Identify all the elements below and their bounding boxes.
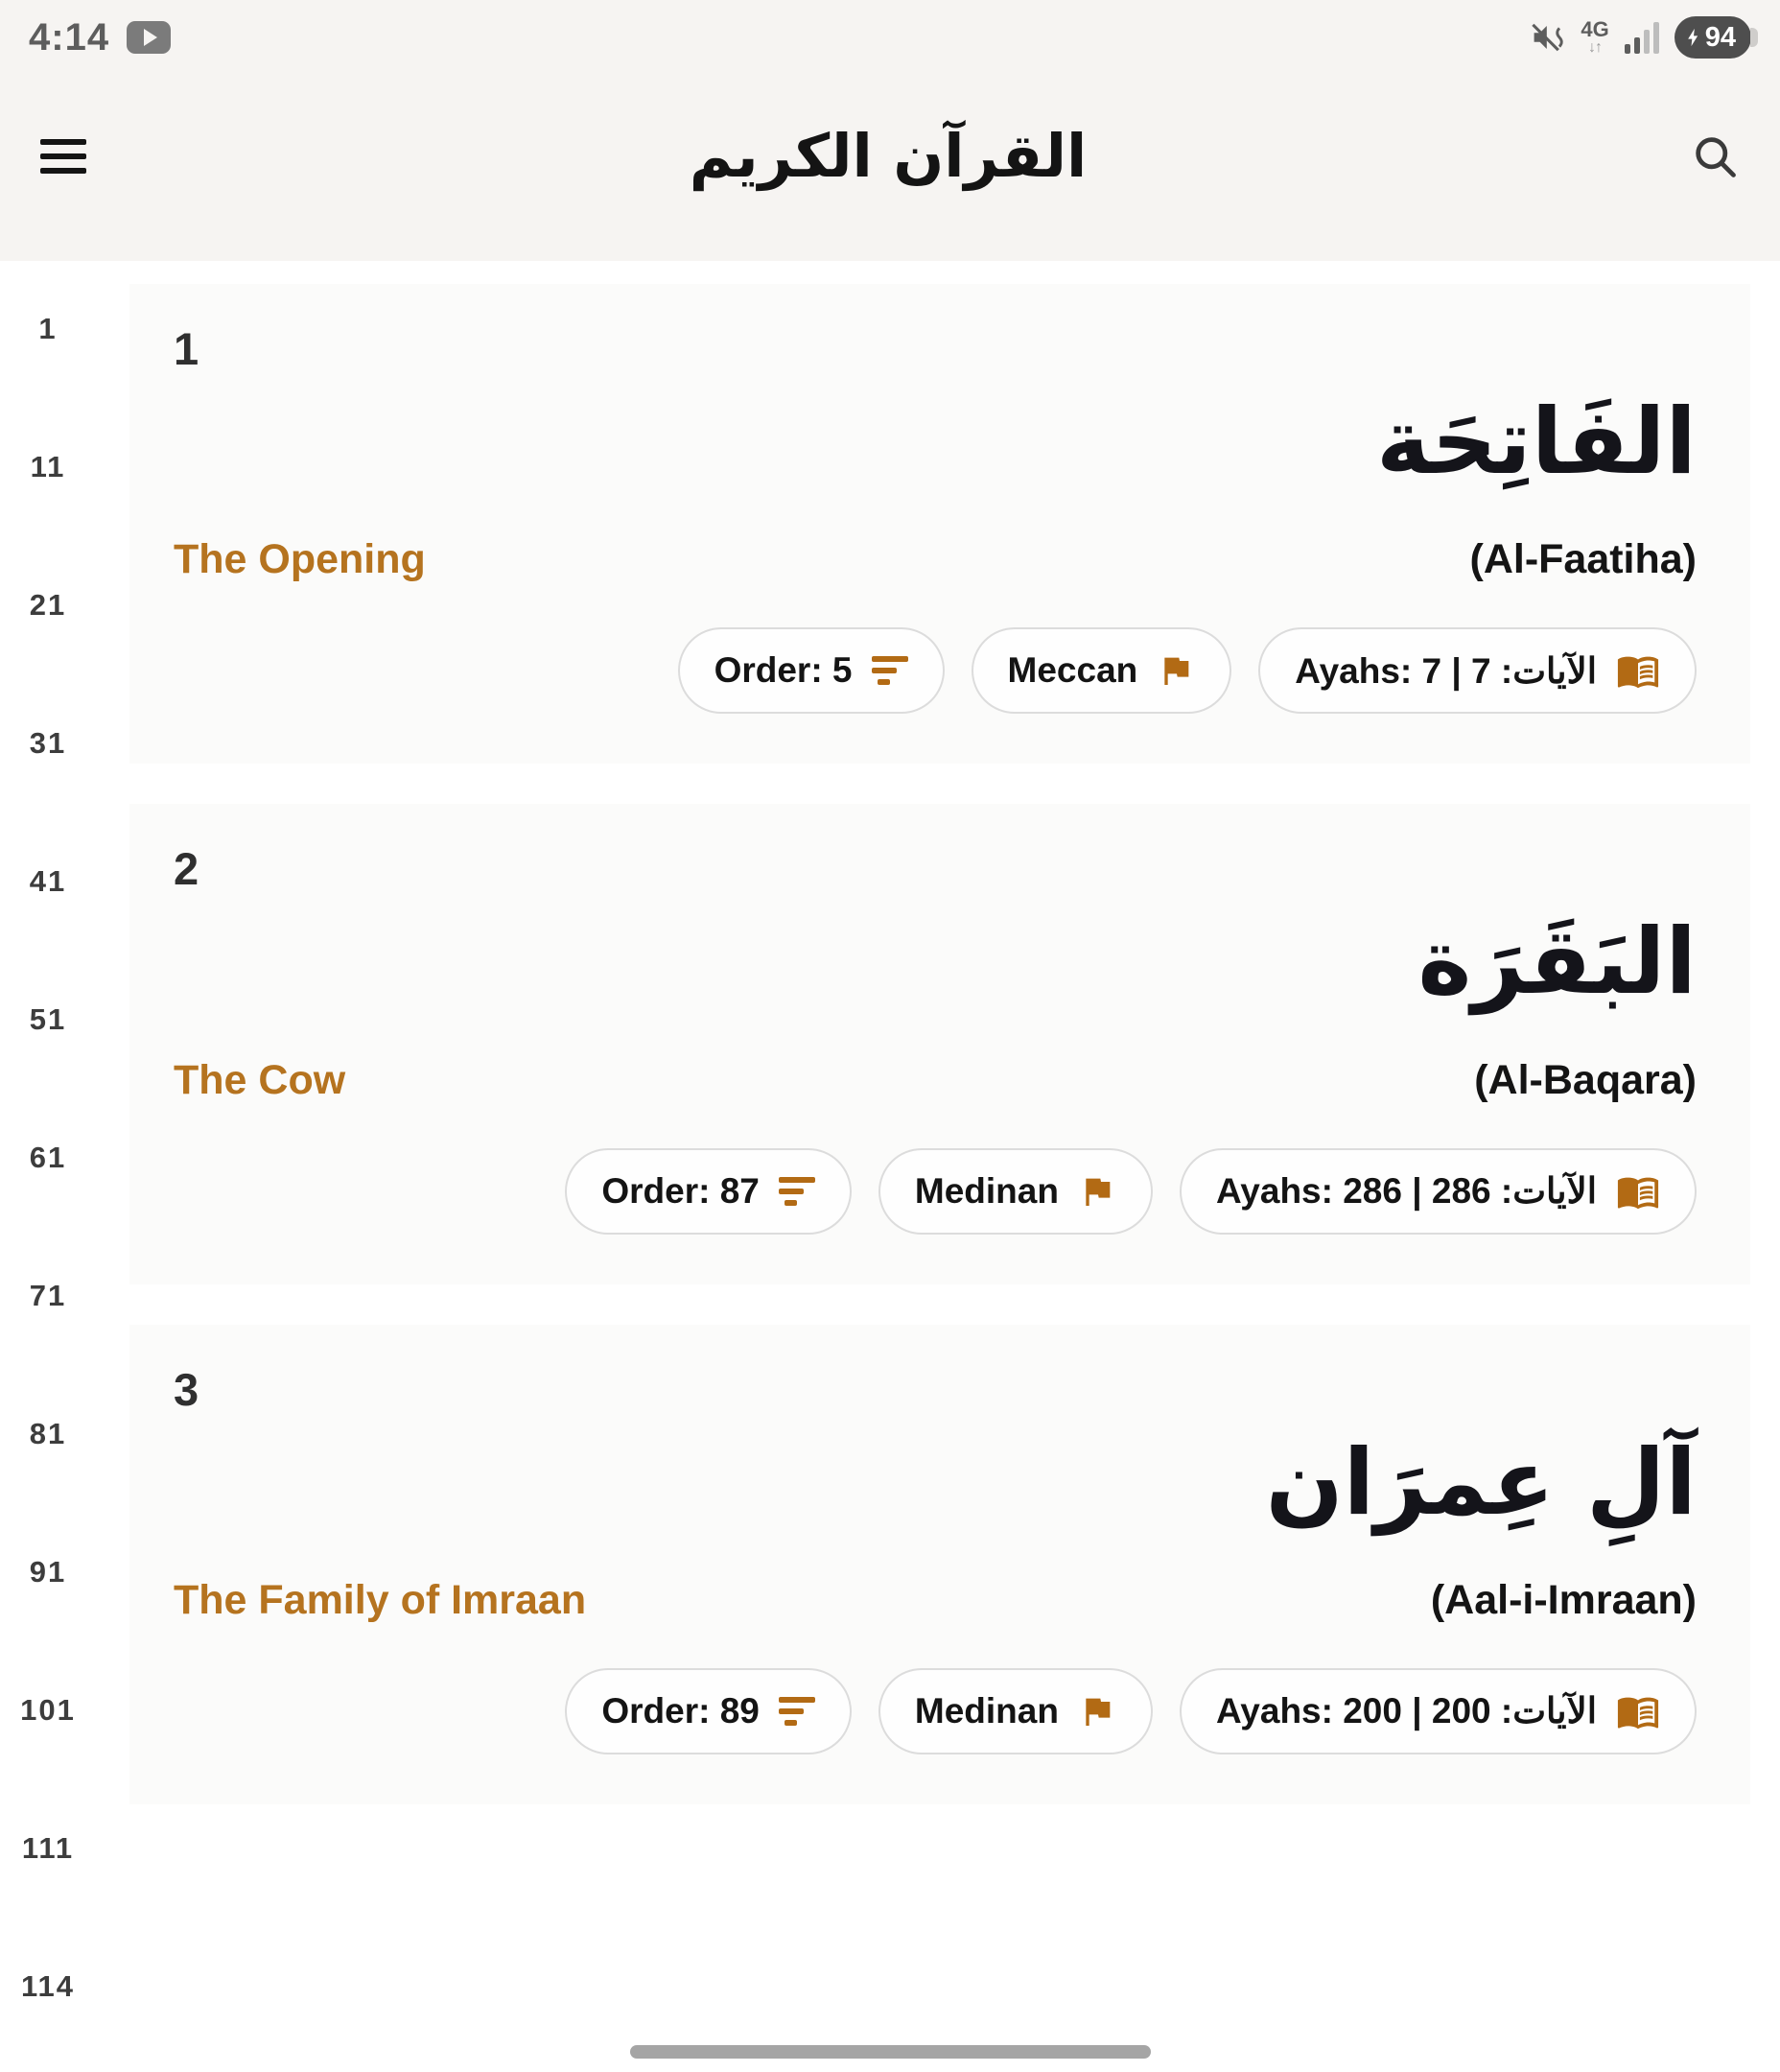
flag-icon bbox=[1078, 1692, 1116, 1731]
search-icon[interactable] bbox=[1690, 131, 1740, 181]
index-jump-111[interactable]: 111 bbox=[21, 1831, 75, 1865]
surah-number: 1 bbox=[174, 323, 199, 374]
battery-percent: 94 bbox=[1704, 21, 1736, 53]
index-jump-114[interactable]: 114 bbox=[20, 1969, 75, 2003]
app-header bbox=[0, 84, 1780, 228]
index-jump-81[interactable]: 81 bbox=[29, 1417, 67, 1450]
youtube-notification-icon bbox=[127, 21, 171, 54]
network-type-indicator: 4G ↓↑ bbox=[1581, 17, 1609, 56]
surah-arabic-name: البَقَرَة bbox=[1417, 909, 1697, 1016]
order-chip[interactable] bbox=[565, 1148, 852, 1235]
surah-arabic-name: آلِ عِمرَان bbox=[1265, 1429, 1697, 1536]
revelation-place-label: Medinan bbox=[914, 1170, 1059, 1211]
vibrate-mute-icon bbox=[1531, 22, 1565, 53]
ayahs-chip[interactable] bbox=[1180, 1668, 1697, 1754]
surah-transliteration: (Al-Faatiha) bbox=[1469, 536, 1697, 583]
surah-card-3[interactable] bbox=[129, 1325, 1750, 1804]
revelation-place-chip[interactable] bbox=[878, 1668, 1153, 1754]
surah-english-name: The Cow bbox=[174, 1056, 346, 1103]
menu-icon[interactable] bbox=[40, 139, 86, 174]
sort-icon bbox=[779, 1697, 815, 1726]
order-chip[interactable] bbox=[678, 627, 945, 714]
data-arrows-icon: ↓↑ bbox=[1588, 39, 1603, 56]
surah-english-name: The Family of Imraan bbox=[174, 1576, 587, 1623]
surah-arabic-name: الفَاتِحَة bbox=[1375, 389, 1697, 495]
index-jump-71[interactable]: 71 bbox=[29, 1279, 67, 1312]
revelation-place-chip[interactable] bbox=[972, 627, 1232, 714]
order-chip-label: Order: 5 bbox=[714, 650, 853, 691]
open-book-icon bbox=[1616, 648, 1660, 693]
index-scrubber-rail bbox=[0, 261, 96, 2072]
surah-meta-chips bbox=[174, 1668, 1697, 1754]
ayahs-chip-label: Ayahs: 286 | 286 :الآيات bbox=[1215, 1171, 1597, 1211]
order-chip-label: Order: 89 bbox=[601, 1690, 760, 1731]
order-chip[interactable] bbox=[565, 1668, 852, 1754]
index-jump-11[interactable]: 11 bbox=[30, 450, 66, 483]
index-jump-41[interactable]: 41 bbox=[29, 864, 67, 898]
status-bar bbox=[0, 0, 1780, 59]
revelation-place-label: Medinan bbox=[914, 1690, 1059, 1731]
surah-card-2[interactable] bbox=[129, 804, 1750, 1283]
revelation-place-label: Meccan bbox=[1007, 650, 1138, 691]
surah-list-screen bbox=[0, 261, 1780, 2072]
clock: 4:14 bbox=[29, 15, 110, 59]
flag-icon bbox=[1157, 651, 1195, 690]
sort-icon bbox=[872, 656, 908, 685]
ayahs-chip-label: Ayahs: 7 | 7 :الآيات bbox=[1295, 650, 1597, 691]
open-book-icon bbox=[1616, 1169, 1660, 1213]
top-bar bbox=[0, 0, 1780, 261]
signal-strength-icon bbox=[1625, 21, 1659, 54]
index-jump-51[interactable]: 51 bbox=[29, 1002, 67, 1036]
surah-transliteration: (Al-Baqara) bbox=[1474, 1056, 1697, 1103]
battery-indicator bbox=[1675, 16, 1751, 59]
flag-icon bbox=[1078, 1172, 1116, 1211]
surah-number: 2 bbox=[174, 843, 199, 895]
ayahs-chip-label: Ayahs: 200 | 200 :الآيات bbox=[1215, 1691, 1597, 1731]
ayahs-chip[interactable] bbox=[1258, 627, 1697, 714]
surah-number: 3 bbox=[174, 1363, 199, 1415]
sort-icon bbox=[779, 1177, 815, 1206]
charging-bolt-icon bbox=[1684, 25, 1703, 50]
index-jump-91[interactable]: 91 bbox=[29, 1555, 67, 1589]
surah-english-name: The Opening bbox=[174, 536, 426, 583]
index-jump-1[interactable]: 1 bbox=[38, 312, 58, 345]
surah-list bbox=[96, 261, 1780, 2072]
index-jump-21[interactable]: 21 bbox=[29, 588, 67, 622]
gesture-navigation-bar[interactable] bbox=[630, 2045, 1151, 2059]
surah-meta-chips bbox=[174, 1148, 1697, 1235]
order-chip-label: Order: 87 bbox=[601, 1170, 760, 1211]
app-title-calligraphy: القرآن الكريم bbox=[689, 120, 1088, 191]
index-jump-61[interactable]: 61 bbox=[29, 1141, 67, 1174]
index-jump-31[interactable]: 31 bbox=[29, 726, 67, 760]
revelation-place-chip[interactable] bbox=[878, 1148, 1153, 1235]
ayahs-chip[interactable] bbox=[1180, 1148, 1697, 1235]
surah-card-1[interactable] bbox=[129, 284, 1750, 764]
surah-transliteration: (Aal-i-Imraan) bbox=[1430, 1576, 1697, 1623]
index-jump-101[interactable]: 101 bbox=[20, 1693, 76, 1727]
surah-meta-chips bbox=[174, 627, 1697, 714]
open-book-icon bbox=[1616, 1689, 1660, 1733]
